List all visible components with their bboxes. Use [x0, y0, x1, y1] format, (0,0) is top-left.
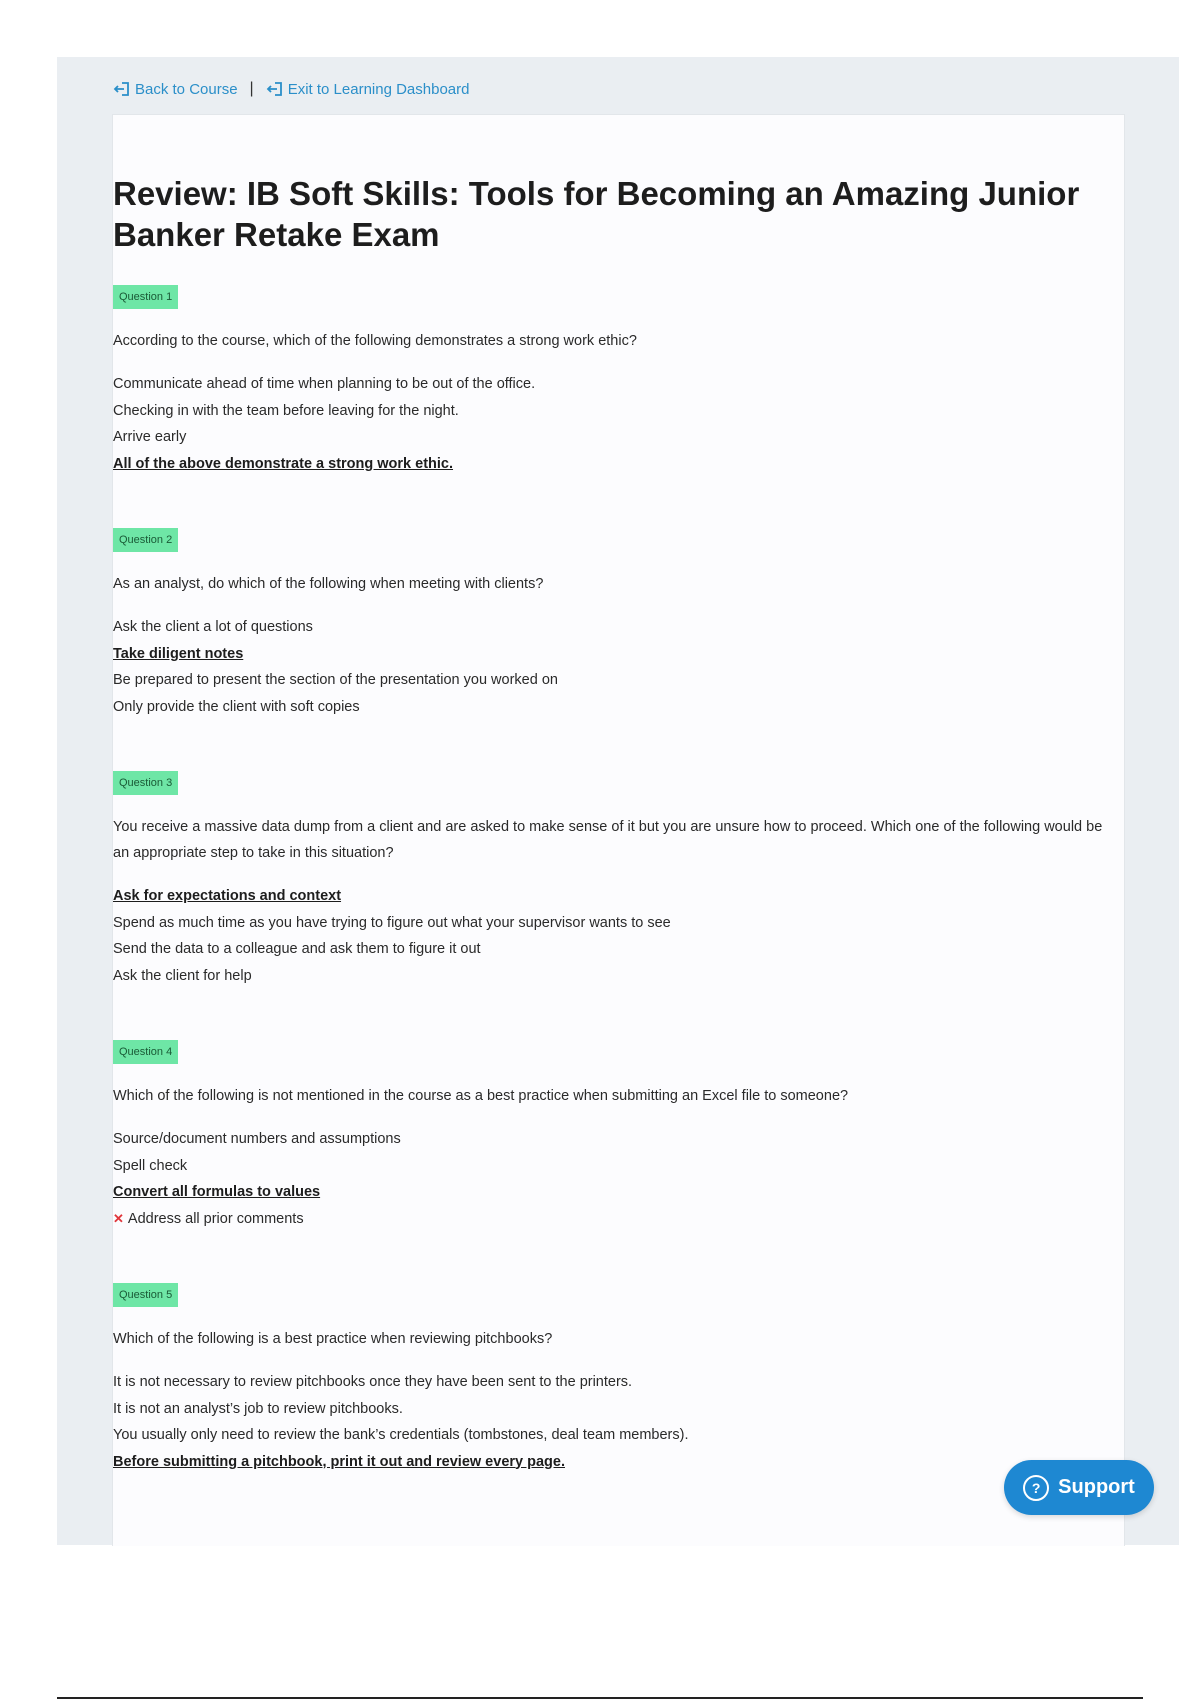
support-label: Support [1058, 1476, 1135, 1498]
question-badge: Question 1 [113, 285, 178, 309]
answer-option: Spend as much time as you have trying to figure out what your supervisor wants to see [113, 914, 671, 931]
answer-option: It is not necessary to review pitchbooks once they have been sent to the printers. [113, 1374, 633, 1390]
page-title: Review: IB Soft Skills: Tools for Becoming an Amazing Junior Banker Retake Exam [113, 175, 1080, 253]
answer-option-label: Address all prior comments [127, 1210, 304, 1227]
top-navigation [113, 78, 469, 100]
support-button[interactable] [1004, 1460, 1154, 1515]
page-bottom-rule [57, 1697, 1143, 1699]
back-to-course-link[interactable] [113, 81, 238, 98]
exit-to-dashboard-label: Exit to Learning Dashboard [287, 80, 470, 98]
answer-option: Arrive early [113, 429, 187, 445]
question-text: According to the course, which of the following demonstrates a strong work ethic? [113, 333, 637, 349]
question-text: As an analyst, do which of the following when meeting with clients? [113, 576, 544, 592]
answer-options [113, 1369, 1113, 1475]
question-text: You receive a massive data dump from a client and are asked to make sense of it but you are unsure how to proceed. Which one of the following would be an appropriate step to take in this situation? [113, 819, 1103, 861]
answer-option: It is not an analyst’s job to review pitchbooks. [113, 1400, 403, 1417]
answer-options [113, 371, 1113, 477]
answer-option: You usually only need to review the bank’s credentials (tombstones, deal team members). [113, 1427, 689, 1443]
answer-options [113, 614, 1113, 720]
correct-answer-option: Before submitting a pitchbook, print it out and review every page. [113, 1453, 565, 1470]
nav-separator: | [249, 80, 254, 97]
correct-answer-option: Take diligent notes [113, 645, 244, 662]
answer-option-selected-wrong [113, 1206, 1113, 1233]
answer-option: Only provide the client with soft copies [113, 698, 360, 715]
answer-option: Spell check [113, 1157, 188, 1174]
exit-arrow-icon [113, 81, 131, 97]
answer-option: Ask the client for help [113, 967, 252, 984]
question-badge: Question 3 [113, 771, 178, 795]
exam-review-card [112, 114, 1125, 1546]
answer-option: Be prepared to present the section of the presentation you worked on [113, 672, 558, 688]
question-badge: Question 4 [113, 1040, 178, 1064]
correct-answer-option: Convert all formulas to values [113, 1184, 321, 1200]
question-text: Which of the following is a best practice when reviewing pitchbooks? [113, 1331, 553, 1347]
question-badge: Question 2 [113, 528, 178, 552]
answer-options [113, 883, 1113, 989]
correct-answer-option: All of the above demonstrate a strong work ethic. [113, 455, 454, 472]
answer-option: Send the data to a colleague and ask them to figure it out [113, 941, 481, 957]
question-badge: Question 5 [113, 1283, 178, 1307]
answer-option: Ask the client a lot of questions [113, 619, 313, 635]
question-text: Which of the following is not mentioned in the course as a best practice when submitting an Excel file to someone? [113, 1088, 849, 1104]
answer-option: Source/document numbers and assumptions [113, 1131, 401, 1147]
answer-options [113, 1126, 1113, 1232]
exit-to-dashboard-link[interactable] [266, 81, 470, 98]
question-circle-icon: ? [1023, 1475, 1049, 1501]
exit-arrow-icon [266, 81, 284, 97]
back-to-course-label: Back to Course [135, 80, 238, 98]
correct-answer-option: Ask for expectations and context [113, 888, 342, 904]
wrong-x-icon: ✕ [113, 1210, 124, 1226]
answer-option: Communicate ahead of time when planning to be out of the office. [113, 376, 536, 392]
answer-option: Checking in with the team before leaving for the night. [113, 402, 459, 419]
